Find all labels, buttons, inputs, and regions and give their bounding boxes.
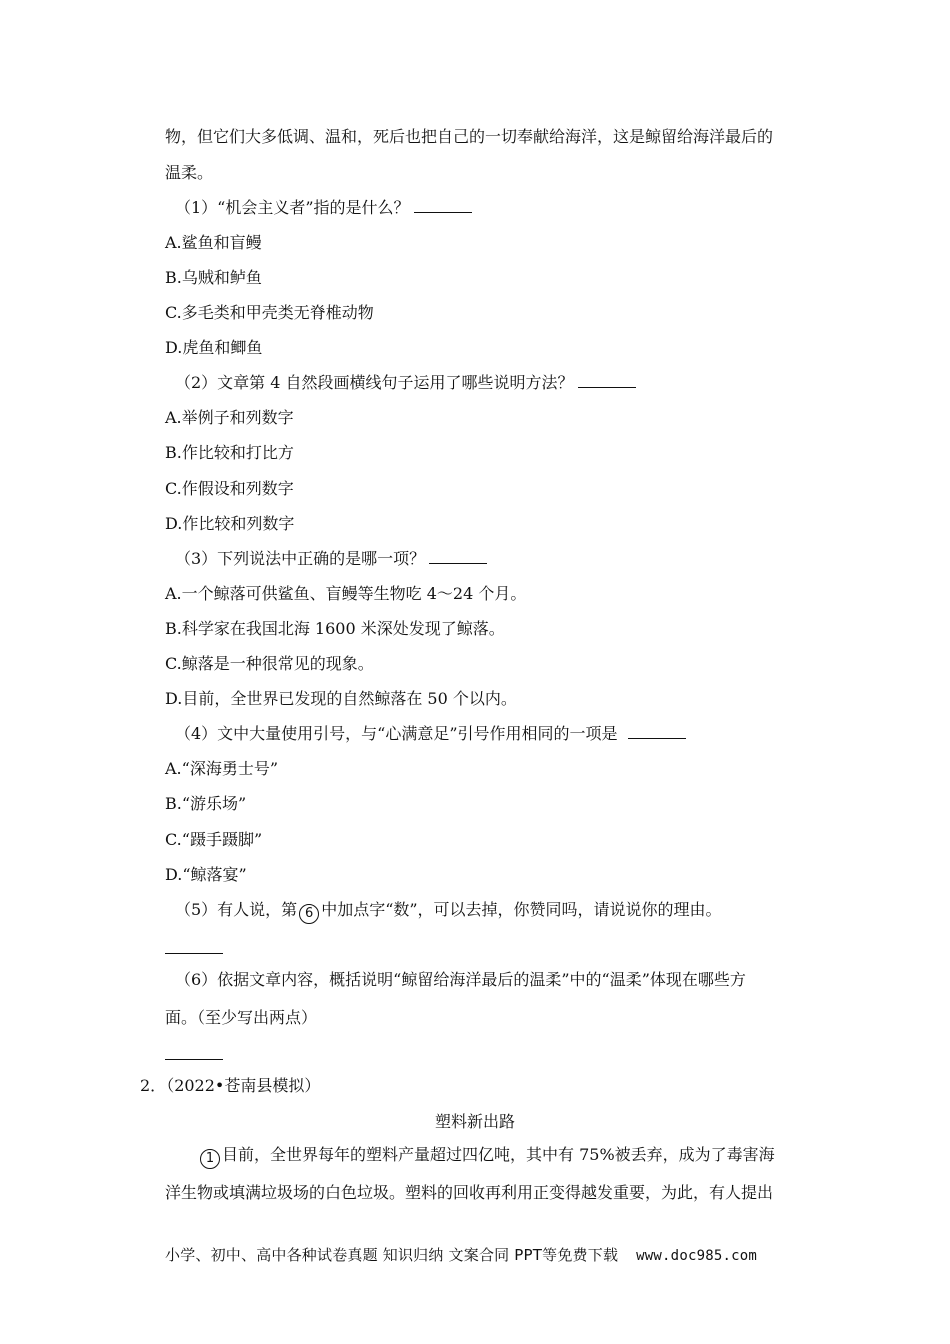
q3-option-d: D.目前，全世界已发现的自然鲸落在 50 个以内。: [165, 689, 517, 708]
q4-option-a: A.“深海勇士号”: [165, 759, 279, 778]
question-source: （2022•苍南县模拟）: [166, 1076, 321, 1095]
q1-option-c: C.多毛类和甲壳类无脊椎动物: [165, 303, 374, 322]
paragraph-1-line-1: [200, 1145, 775, 1169]
answer-blank[interactable]: [628, 724, 686, 739]
q2-stem: [175, 373, 636, 393]
answer-blank[interactable]: [414, 198, 472, 213]
footer-text: 小学、初中、高中各种试卷真题 知识归纳 文案合同 PPT等免费下载: [165, 1246, 619, 1264]
q6-line-2: 面。（至少写出两点）: [165, 1008, 318, 1027]
q2-option-c: C.作假设和列数字: [165, 479, 294, 498]
paragraph-1-line-2: 洋生物或填满垃圾场的白色垃圾。塑料的回收再利用正变得越发重要，为此，有人提出: [165, 1183, 774, 1202]
q5-stem: [175, 900, 722, 924]
answer-blank[interactable]: [165, 952, 223, 954]
question-number: 2．: [140, 1076, 167, 1095]
footer-url[interactable]: www.doc985.com: [636, 1248, 757, 1264]
q6-line-1: （6）依据文章内容，概括说明“鲸留给海洋最后的温柔”中的“温柔”体现在哪些方: [175, 970, 746, 989]
q2-option-a: A.举例子和列数字: [165, 408, 294, 427]
q1-option-d: D.虎鱼和鲫鱼: [165, 338, 263, 357]
intro-line-1: 物，但它们大多低调、温和，死后也把自己的一切奉献给海洋，这是鲸留给海洋最后的: [165, 127, 774, 146]
q5-stem-after: 中加点字“数”，可以去掉，你赞同吗，请说说你的理由。: [321, 900, 722, 919]
page-footer: [165, 1245, 757, 1266]
q1-option-a: A.鲨鱼和盲鳗: [165, 233, 262, 252]
intro-line-2: 温柔。: [165, 163, 214, 182]
q2-option-d: D.作比较和列数字: [165, 514, 295, 533]
q1-option-b: B.乌贼和鲈鱼: [165, 268, 262, 287]
q3-option-a: A.一个鲸落可供鲨鱼、盲鳗等生物吃 4～24 个月。: [165, 584, 527, 603]
q3-stem: [175, 549, 487, 569]
q4-option-d: D.“鲸落宴”: [165, 865, 247, 884]
paragraph-1-text: 目前，全世界每年的塑料产量超过四亿吨，其中有 75%被丢弃，成为了毒害海: [222, 1145, 775, 1164]
answer-blank[interactable]: [429, 549, 487, 564]
q4-option-c: C.“蹑手蹑脚”: [165, 830, 263, 849]
article-title: 塑料新出路: [434, 1112, 515, 1131]
q4-stem-text: （4）文中大量使用引号，与“心满意足”引号作用相同的一项是: [175, 724, 618, 743]
q2-option-b: B.作比较和打比方: [165, 443, 294, 462]
q3-option-c: C.鲸落是一种很常见的现象。: [165, 654, 374, 673]
circled-number: 6: [299, 904, 319, 924]
answer-blank[interactable]: [578, 373, 636, 388]
q4-option-b: B.“游乐场”: [165, 794, 247, 813]
q3-option-b: B.科学家在我国北海 1600 米深处发现了鲸落。: [165, 619, 505, 638]
circled-number: 1: [200, 1149, 220, 1169]
q2-stem-text: （2）文章第 4 自然段画横线句子运用了哪些说明方法？: [175, 373, 574, 392]
q1-stem-text: （1）“机会主义者”指的是什么？: [175, 198, 410, 217]
answer-blank[interactable]: [165, 1058, 223, 1060]
q3-stem-text: （3）下列说法中正确的是哪一项？: [175, 549, 426, 568]
q5-stem-before: （5）有人说，第: [175, 900, 298, 919]
question-2-header: [140, 1076, 320, 1096]
q4-stem: [175, 724, 686, 744]
q1-stem: [175, 198, 472, 218]
